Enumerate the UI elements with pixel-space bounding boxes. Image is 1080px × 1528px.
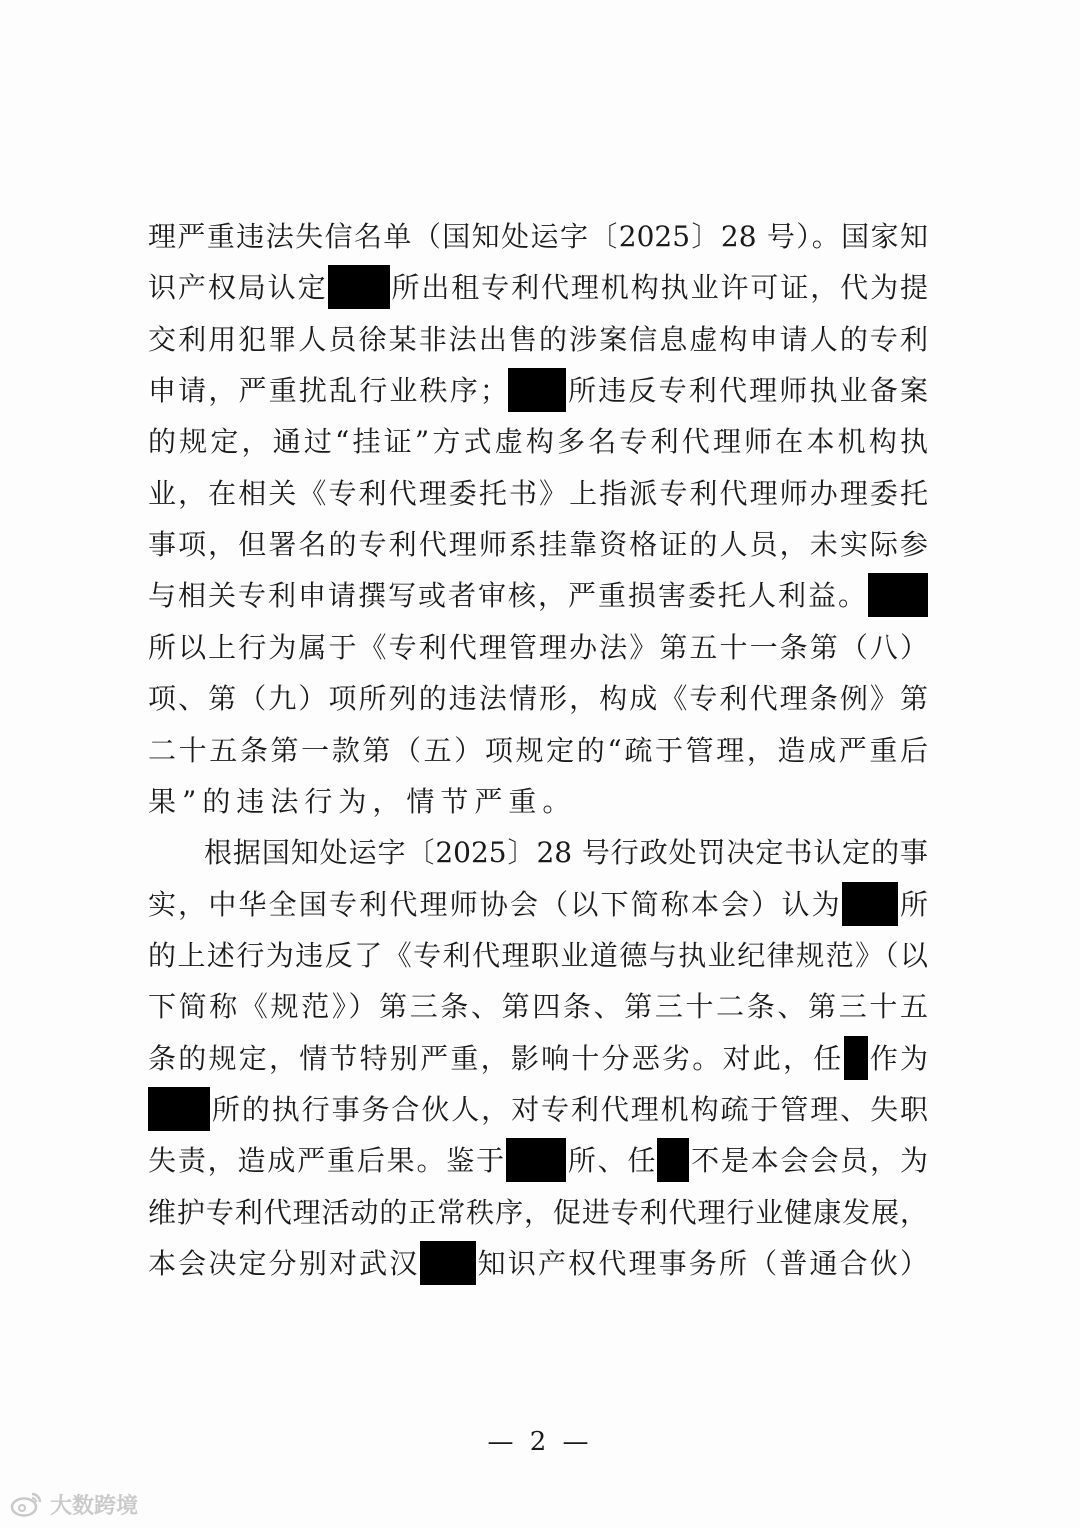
redaction-block	[508, 368, 566, 412]
text-segment: 申请，严重扰乱行业秩序；	[148, 374, 508, 407]
text-segment: 事项，但署名的专利代理师系挂靠资格证的人员，未实际参	[148, 528, 928, 561]
text-segment: 所违反专利代理师执业备案	[565, 374, 928, 407]
text-segment: 下简称《规范》）第三条、第四条、第三十二条、第三十五	[148, 990, 928, 1023]
text-line	[148, 1039, 928, 1079]
redaction-block	[420, 1241, 476, 1285]
text-segment: 失责，造成严重后果。鉴于	[148, 1144, 506, 1177]
text-line	[148, 525, 928, 565]
text-segment: 所出租专利代理机构执业许可证，代为提	[389, 271, 928, 304]
text-line	[148, 1193, 928, 1233]
redaction-block	[148, 1087, 210, 1131]
text-segment: 理严重违法失信名单（国知处运字〔2025〕28 号）。国家知	[148, 220, 928, 253]
text-segment: 果”的违法行为，情节严重。	[148, 785, 577, 818]
text-line	[148, 679, 928, 719]
text-line	[148, 1141, 928, 1181]
text-line	[148, 1244, 928, 1284]
text-line	[148, 782, 928, 822]
text-line	[148, 422, 928, 462]
redaction-block	[844, 1036, 868, 1080]
text-line	[148, 371, 928, 411]
redaction-block	[506, 1138, 566, 1182]
redaction-block	[328, 265, 390, 309]
redaction-block	[842, 882, 898, 926]
text-line	[148, 731, 928, 771]
text-line	[148, 576, 928, 616]
text-segment: 所的执行事务合伙人，对专利代理机构疏于管理、失职	[210, 1093, 928, 1126]
text-segment: 交利用犯罪人员徐某非法出售的涉案信息虚构申请人的专利	[148, 323, 928, 356]
text-line	[148, 628, 928, 668]
text-line	[148, 320, 928, 360]
weibo-logo-icon	[10, 1490, 44, 1518]
text-segment: 的规定，通过“挂证”方式虚构多名专利代理师在本机构执	[148, 425, 928, 458]
text-segment: 维护专利代理活动的正常秩序，促进专利代理行业健康发展，	[148, 1196, 928, 1229]
text-line	[148, 987, 928, 1027]
text-segment: 本会决定分别对武汉	[148, 1247, 420, 1280]
text-line	[148, 936, 928, 976]
text-line	[148, 474, 928, 514]
text-segment: 所	[897, 888, 928, 921]
watermark	[10, 1486, 138, 1522]
text-segment: 二十五条第一款第（五）项规定的“疏于管理，造成严重后	[148, 734, 928, 767]
text-segment: 所以上行为属于《专利代理管理办法》第五十一条第（八）	[148, 631, 928, 664]
text-line	[148, 1090, 928, 1130]
text-line	[204, 833, 928, 873]
text-segment: 根据国知处运字〔2025〕28 号行政处罚决定书认定的事	[204, 836, 928, 869]
text-segment: 的上述行为违反了《专利代理职业道德与执业纪律规范》（以	[148, 939, 928, 972]
redaction-block	[657, 1138, 689, 1182]
text-segment: 与相关专利申请撰写或者审核，严重损害委托人利益。	[148, 579, 868, 612]
text-segment: 所、任	[565, 1144, 658, 1177]
text-segment: 知识产权代理事务所（普通合伙）	[475, 1247, 928, 1280]
text-segment: 作为	[867, 1042, 928, 1075]
text-line	[148, 268, 928, 308]
text-line	[148, 217, 928, 257]
text-line	[148, 885, 928, 925]
text-segment: 项、第（九）项所列的违法情形，构成《专利代理条例》第	[148, 682, 928, 715]
page-number: — 2 —	[487, 1427, 593, 1457]
text-segment: 业，在相关《专利代理委托书》上指派专利代理师办理委托	[148, 477, 928, 510]
redaction-block	[868, 573, 928, 617]
text-segment: 条的规定，情节特别严重，影响十分恶劣。对此，任	[148, 1042, 844, 1075]
text-segment: 实，中华全国专利代理师协会（以下简称本会）认为	[148, 888, 842, 921]
text-segment: 不是本会会员，为	[689, 1144, 928, 1177]
text-segment: 识产权局认定	[148, 271, 328, 304]
watermark-text: 大数跨境	[50, 1493, 139, 1519]
